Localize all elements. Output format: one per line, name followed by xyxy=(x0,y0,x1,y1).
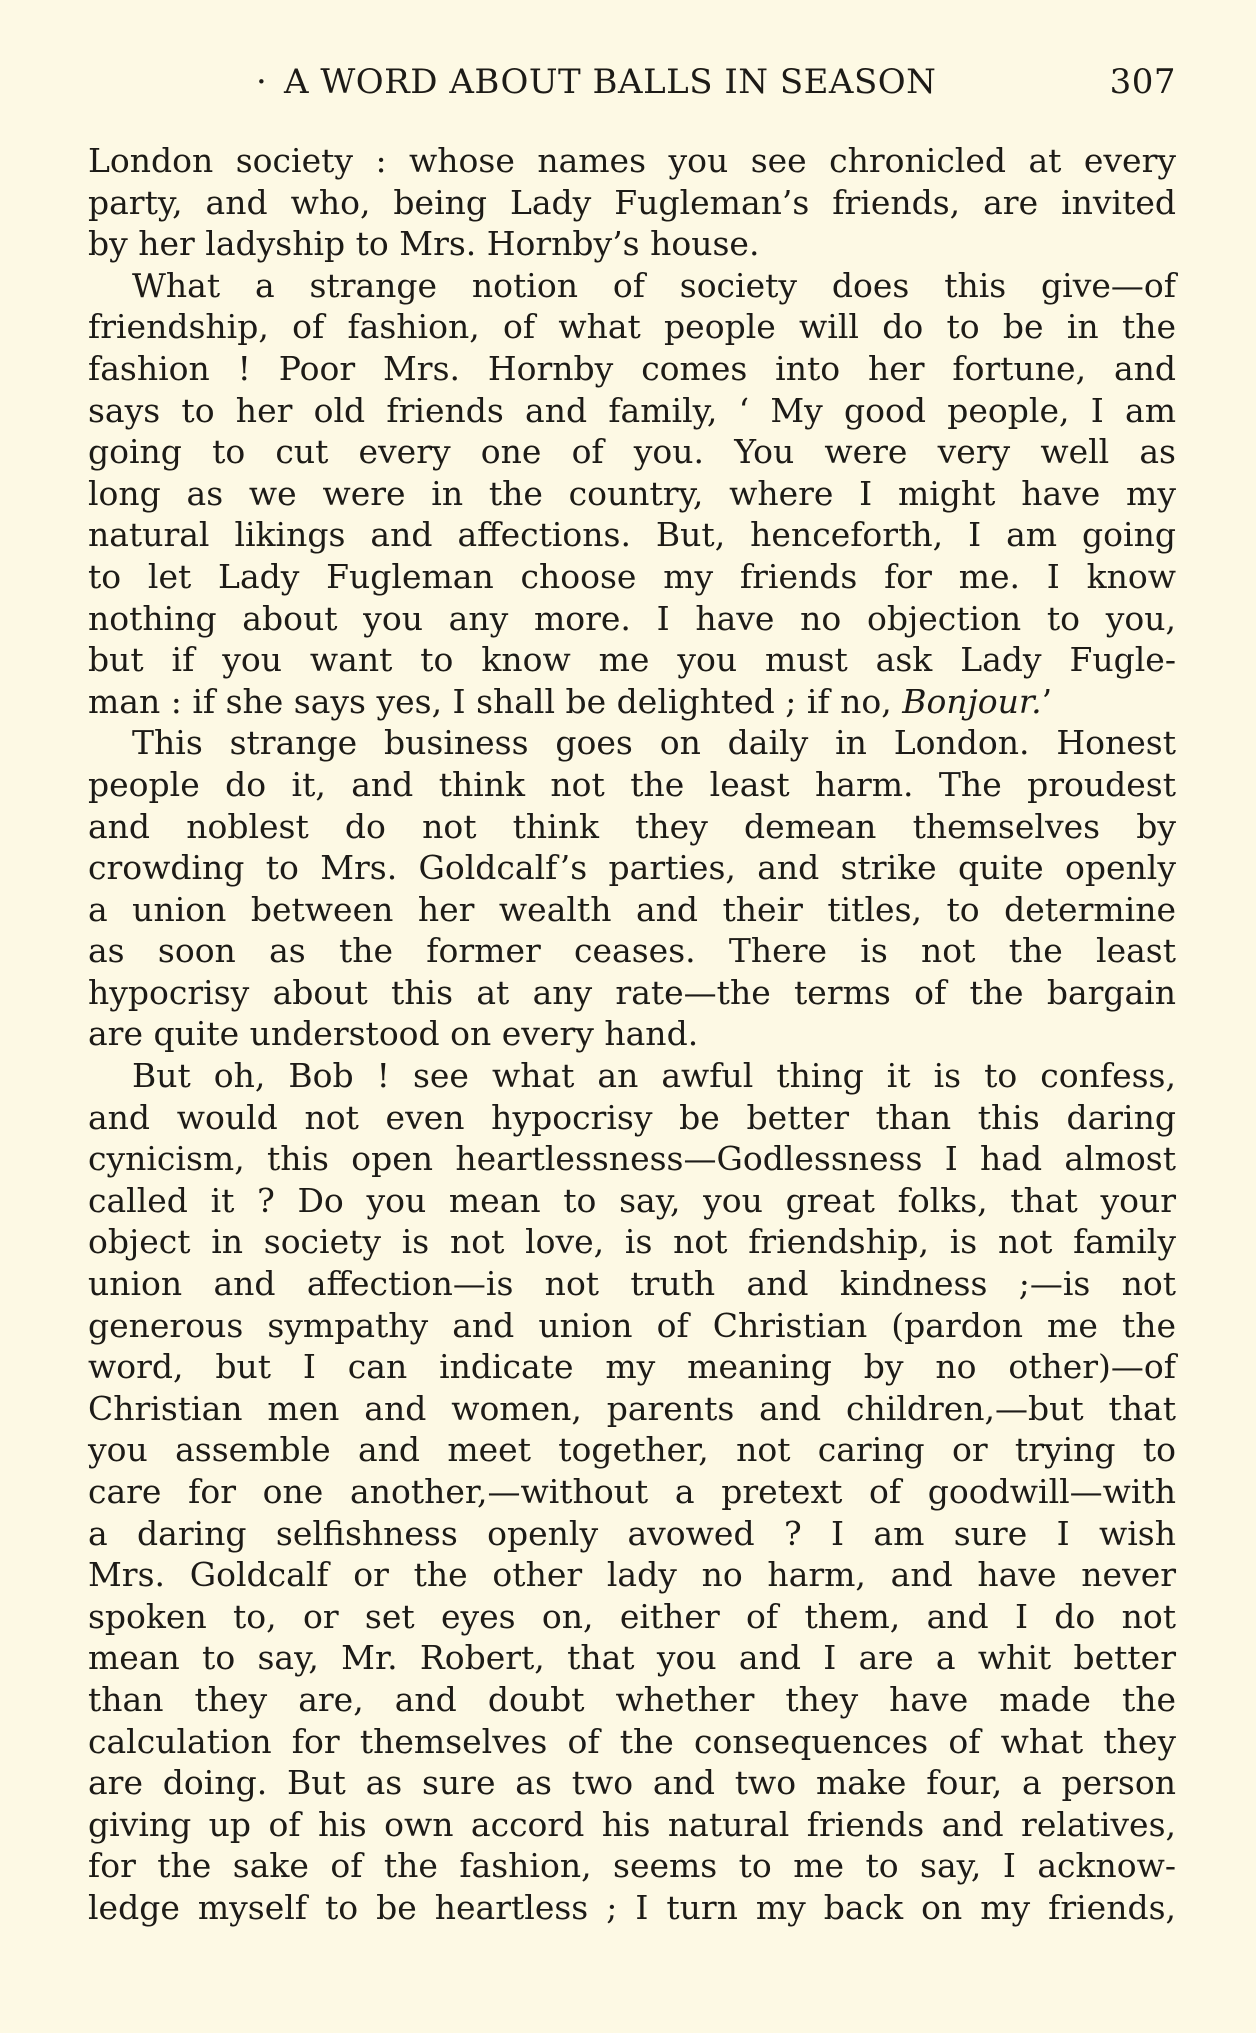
body-text xyxy=(88,140,1176,1929)
text-line: says to her old friends and family, ‘ My good people, I am xyxy=(88,390,1176,430)
text-line: ledge myself to be heartless ; I turn my back on my friends, xyxy=(88,1887,1176,1927)
text-line: But oh, Bob ! see what an awful thing it is to confess, xyxy=(132,1056,1176,1096)
text-line: for the sake of the fashion, seems to me to say, I acknow- xyxy=(88,1846,1176,1886)
text-line: mean to say, Mr. Robert, that you and I are a whit better xyxy=(88,1638,1176,1678)
text-line: natural likings and affections. But, henceforth, I am going xyxy=(88,515,1176,555)
text-line: you assemble and meet together, not caring or trying to xyxy=(88,1430,1176,1470)
text-line: care for one another,—without a pretext of goodwill—with xyxy=(88,1472,1176,1511)
text-line: fashion ! Poor Mrs. Hornby comes into her fortune, and xyxy=(88,348,1176,388)
text-line: crowding to Mrs. Goldcalf’s parties, and strike quite openly xyxy=(88,848,1176,888)
text-line: friendship, of fashion, of what people will do to be in the xyxy=(88,307,1176,347)
text-line: are doing. But as sure as two and two make four, a person xyxy=(88,1763,1176,1803)
text-line: London society : whose names you see chronicled at every xyxy=(88,141,1176,180)
text-line: a daring selfishness openly avowed ? I am sure I wish xyxy=(88,1513,1176,1553)
text-line: going to cut every one of you. You were very well as xyxy=(88,432,1176,472)
text-line: party, and who, being Lady Fugleman’s friends, are invited xyxy=(88,182,1176,222)
text-line: to let Lady Fugleman choose my friends for me. I know xyxy=(88,556,1176,596)
text-line: by her ladyship to Mrs. Hornby’s house. xyxy=(88,224,760,264)
text-line: giving up of his own accord his natural friends and relatives, xyxy=(88,1804,1176,1844)
line-text: man : if she says yes, I shall be delighted ; if no, xyxy=(88,681,892,721)
text-line: long as we were in the country, where I might have my xyxy=(88,473,1176,513)
text-line: Christian men and women, parents and children,—but that xyxy=(88,1388,1176,1428)
text-line: but if you want to know me you must ask Lady Fugle- xyxy=(88,640,1176,680)
text-line: and would not even hypocrisy be better than this daring xyxy=(88,1097,1176,1137)
page-header xyxy=(88,60,1176,110)
text-line: union and affection—is not truth and kindness ;—is not xyxy=(88,1264,1176,1304)
text-line: Mrs. Goldcalf or the other lady no harm, and have never xyxy=(88,1555,1176,1595)
text-line: cynicism, this open heartlessness—Godlessness I had almost xyxy=(88,1139,1176,1179)
text-line: nothing about you any more. I have no objection to you, xyxy=(88,598,1176,638)
running-title: A WORD ABOUT BALLS IN SEASON xyxy=(284,62,937,102)
text-line: spoken to, or set eyes on, either of them, and I do not xyxy=(88,1596,1176,1636)
text-line: hypocrisy about this at any rate—the terms of the bargain xyxy=(88,972,1176,1012)
page-number: 307 xyxy=(1109,62,1176,102)
header-bullet: · xyxy=(256,62,268,102)
text-line: as soon as the former ceases. There is not the least xyxy=(88,931,1176,971)
text-line: What a strange notion of society does this give—of xyxy=(132,265,1176,305)
text-line: generous sympathy and union of Christian (pardon me the xyxy=(88,1305,1176,1345)
book-page xyxy=(88,60,1176,1929)
text-line: This strange business goes on daily in London. Honest xyxy=(132,723,1176,763)
text-line: calculation for themselves of the consequences of what they xyxy=(88,1721,1176,1761)
text-line: called it ? Do you mean to say, you great folks, that your xyxy=(88,1180,1176,1220)
text-line: than they are, and doubt whether they have made the xyxy=(88,1679,1176,1719)
text-line: people do it, and think not the least harm. The proudest xyxy=(88,764,1176,804)
text-line-with-italic xyxy=(88,681,1176,723)
text-line: a union between her wealth and their titles, to determine xyxy=(88,889,1176,929)
text-line: word, but I can indicate my meaning by no other)—of xyxy=(88,1347,1176,1387)
closing-quote: ’ xyxy=(1041,681,1053,721)
italic-word: Bonjour. xyxy=(902,681,1042,721)
text-line: and noblest do not think they demean themselves by xyxy=(88,806,1176,846)
text-line: are quite understood on every hand. xyxy=(88,1014,699,1054)
text-line: object in society is not love, is not friendship, is not family xyxy=(88,1222,1176,1262)
